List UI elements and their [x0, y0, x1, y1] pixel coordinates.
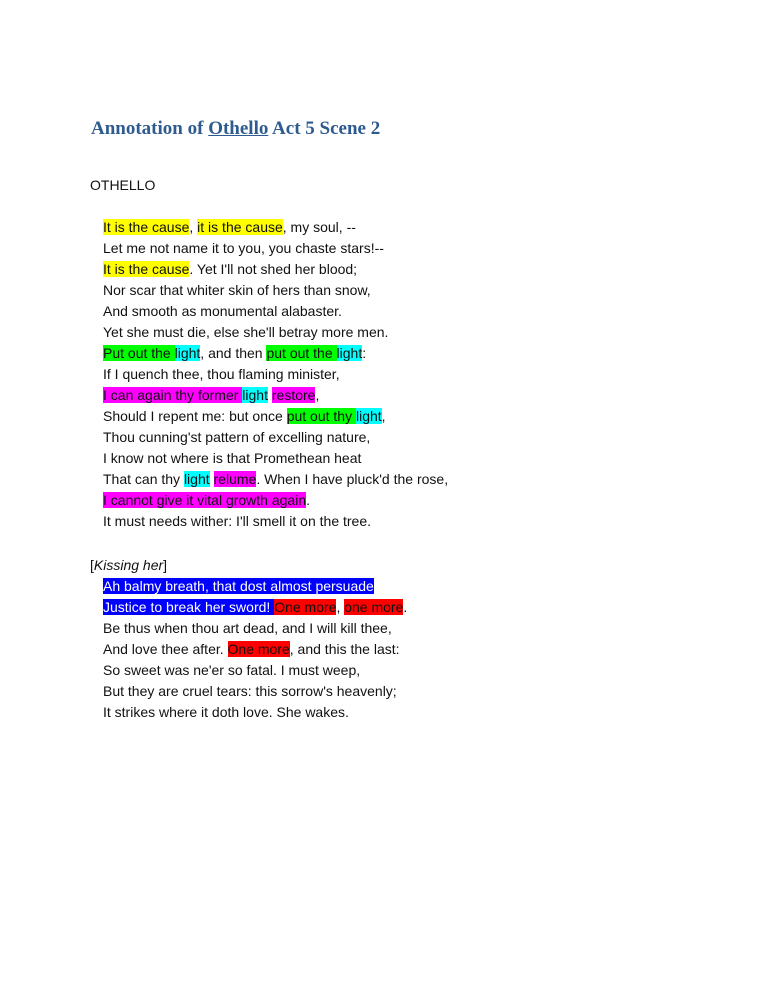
verse-line — [103, 618, 407, 639]
verse-text: , — [315, 387, 320, 403]
page-title — [91, 118, 380, 140]
verse-text: . Yet I'll not shed her blood; — [189, 261, 358, 277]
highlight-cyan: light — [336, 345, 363, 361]
highlight-cyan: light — [355, 408, 382, 424]
verse-text: Thou cunning'st pattern of excelling nature, — [103, 429, 371, 445]
verse-line — [103, 490, 448, 511]
verse-line — [103, 301, 448, 322]
verse-text: . — [306, 492, 311, 508]
verse-text: . When I have pluck'd the rose, — [256, 471, 449, 487]
verse-text: , my soul, -- — [282, 219, 356, 235]
verse-line — [103, 322, 448, 343]
highlight-yellow: it is the cause — [197, 219, 283, 235]
verse-line — [103, 511, 448, 532]
highlight-magenta: restore — [271, 387, 316, 403]
verse-line — [103, 217, 448, 238]
verse-text: I know not where is that Promethean heat — [103, 450, 362, 466]
highlight-red: One more — [227, 641, 290, 657]
verse-passage-2 — [103, 576, 407, 723]
verse-text: And love thee after. — [103, 641, 228, 657]
verse-text: , — [381, 408, 386, 424]
verse-line — [103, 702, 407, 723]
verse-line — [103, 576, 407, 597]
verse-text: : — [362, 345, 367, 361]
stage-direction — [90, 555, 167, 576]
verse-text: Nor scar that whiter skin of hers than snow, — [103, 282, 371, 298]
verse-line — [103, 639, 407, 660]
verse-text: Yet she must die, else she'll betray more men. — [103, 324, 389, 340]
verse-text: And smooth as monumental alabaster. — [103, 303, 342, 319]
highlight-cyan: light — [242, 387, 268, 403]
verse-line — [103, 406, 448, 427]
verse-line — [103, 364, 448, 385]
stage-close-bracket: ] — [163, 557, 168, 573]
highlight-green: put out the — [266, 345, 337, 361]
title-prefix: Annotation of — [91, 118, 209, 139]
highlight-red: One more — [274, 599, 337, 615]
highlight-green: Put out the — [103, 345, 175, 361]
highlight-cyan: light — [183, 471, 210, 487]
verse-text: But they are cruel tears: this sorrow's heavenly; — [103, 683, 397, 699]
highlight-yellow: It is the cause — [103, 219, 190, 235]
verse-text: It strikes where it doth love. She wakes. — [103, 704, 349, 720]
verse-text: So sweet was ne'er so fatal. I must weep, — [103, 662, 361, 678]
verse-line — [103, 385, 448, 406]
verse-text: , and this the last: — [289, 641, 400, 657]
verse-line — [103, 660, 407, 681]
title-work: Othello — [208, 118, 269, 139]
highlight-red: one more — [344, 599, 404, 615]
verse-line — [103, 597, 407, 618]
verse-line — [103, 259, 448, 280]
verse-line — [103, 448, 448, 469]
highlight-cyan: light — [174, 345, 201, 361]
highlight-blue: Ah balmy breath, that dost almost persuade — [103, 578, 374, 594]
verse-text: Let me not name it to you, you chaste stars!-- — [103, 240, 384, 256]
verse-line — [103, 469, 448, 490]
highlight-magenta: relume — [213, 471, 257, 487]
verse-text: , — [189, 219, 198, 235]
verse-text: Should I repent me: but once — [103, 408, 287, 424]
verse-text: If I quench thee, thou flaming minister, — [103, 366, 340, 382]
verse-passage-1 — [103, 217, 448, 532]
verse-text — [210, 471, 214, 487]
highlight-blue: Justice to break her sword! — [103, 599, 275, 615]
verse-line — [103, 238, 448, 259]
verse-line — [103, 343, 448, 364]
verse-text: Be thus when thou art dead, and I will kill thee, — [103, 620, 392, 636]
verse-line — [103, 280, 448, 301]
highlight-green: put out thy — [286, 408, 356, 424]
verse-line — [103, 681, 407, 702]
verse-line — [103, 427, 448, 448]
highlight-yellow: It is the cause — [103, 261, 190, 277]
stage-open-bracket: [ — [90, 557, 94, 573]
stage-direction-text: Kissing her — [93, 557, 164, 573]
title-suffix: Act 5 Scene 2 — [268, 118, 381, 139]
verse-text: . — [403, 599, 408, 615]
verse-text: , — [336, 599, 345, 615]
highlight-magenta: I cannot give it vital growth again — [103, 492, 307, 508]
highlight-magenta: I can again thy former — [103, 387, 243, 403]
speaker-name: OTHELLO — [90, 177, 156, 193]
verse-text: , and then — [200, 345, 267, 361]
verse-text: That can thy — [103, 471, 184, 487]
verse-text: It must needs wither: I'll smell it on the tree. — [103, 513, 372, 529]
